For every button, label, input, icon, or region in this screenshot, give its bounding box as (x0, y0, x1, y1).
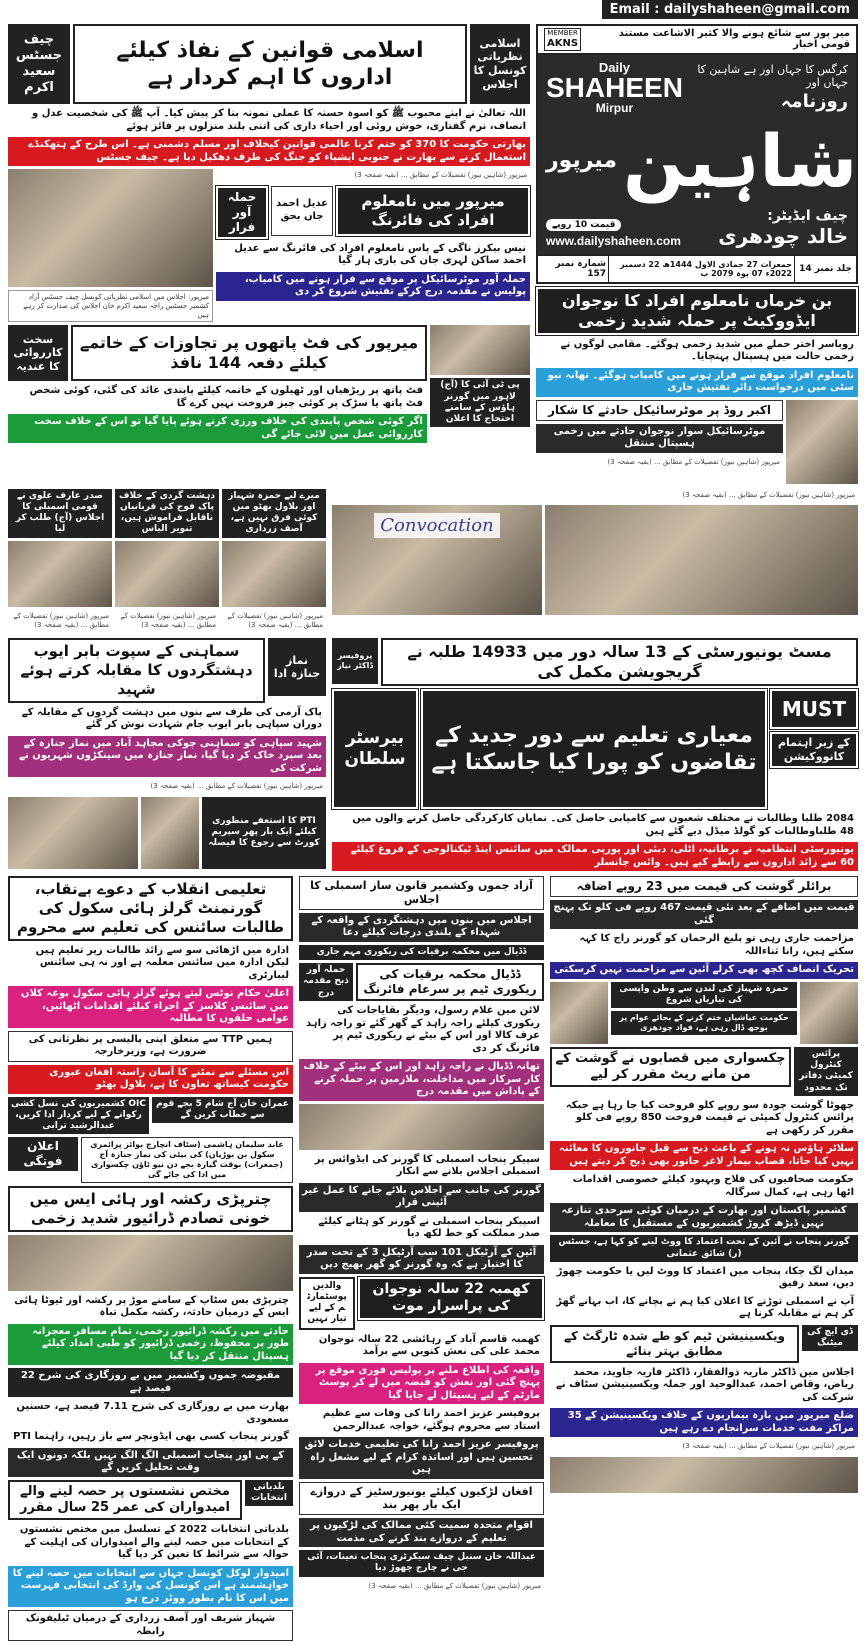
story-column (550, 982, 608, 1044)
must-line-line: 2084 طلبا وطالبات نے مختلف شعبوں سے کامیابی حاصل کی۔ نمایاں کارکردگی حاصل کرنے والوں میں 48 طلباوطالبات کو گولڈ میڈل دیے گئے ہیں (352, 813, 854, 837)
story-row (8, 489, 326, 634)
funeral-photo (8, 797, 138, 869)
cs-headline: عبداللہ خان سنبل چیف سیکرٹری پنجاب تعینات، آئی جی نے چارج چھوڑ دیا (299, 1550, 544, 1577)
logo-mirpur: Mirpur (595, 100, 634, 115)
ttr-headline: ہمیں TTP سے متعلق اپنی پالیسی پر نظرثانی کی ضرورت ہے، وزیرخارجہ (8, 1031, 293, 1062)
story-column (770, 689, 858, 809)
raid-photo (299, 1104, 544, 1150)
story-column (8, 1137, 78, 1183)
ajk-sub-headline: اجلاس میں بنوں میں دہشتگردی کے واقعہ کے شہداء کے بلندی درجات کیلئے دعا (299, 913, 544, 942)
rickshaw-hl-headline: چترپڑی رکشہ اور ہائی ایس میں خونی تصادم ڈرائیور شدید زخمی (8, 1186, 293, 1232)
slogan: کرگس کا جہاں اور ہے شاہین کا جہاں اور (697, 62, 848, 89)
local-tag-headline: بلدیاتی انتخابات (245, 1480, 293, 1507)
unemp-hl-headline: مقبوضہ جموں وکشمیر میں بے روزگاری کی شرح 22 فیصد ہے (8, 1368, 293, 1397)
news-body-text: میرپور (شاہین نیوز) تفصیلات کے مطابق ... (بقیہ صفحہ 3) (682, 1442, 855, 1451)
pti-sc-headline: PTI کا استعفے منظوری کیلئے ایک بار پھر سپریم کورٹ سے رجوع کا فیصلہ (202, 797, 326, 869)
story-column (8, 1097, 149, 1135)
story-column (115, 489, 219, 634)
email-bar: Email : dailyshaheen@gmail.com (602, 0, 858, 19)
meeting-photo (8, 169, 213, 287)
story-row (8, 797, 326, 869)
issue-date: جمعرات 27 جمادی الاول 1444ھ 22 دسمبر 2022ء 07 پوہ 2079 ب (608, 256, 794, 282)
must-column (332, 638, 858, 871)
band-top (8, 24, 858, 484)
top-right-column (536, 24, 858, 484)
sipahi-column (8, 638, 326, 869)
uni-strip-strip: یونیورسٹی انتظامیہ نے برطانیہ، اٹلی، دبئی اور یورپی ممالک میں سائنس اینڈ ٹیکنالوجی کے فروغ کیلئے 60 سے زائد اداروں سے رابطے کیے ہیں۔ وائس چانسلر (332, 842, 858, 871)
price-badge: قیمت 10 روپے (546, 219, 621, 231)
story-column (381, 638, 858, 686)
story-row (8, 1097, 293, 1135)
news-body-text: میرپور (شاہین نیوز) تفصیلات کے مطابق ... (بقیہ صفحہ 3) (150, 782, 323, 791)
prof-box-headline: پروفیسر عزیز احمد رانا کی تعلیمی خدمات لائق تحسین ہیں اور اساتذہ کرام کے لیے مشعل راہ ہیں (299, 1437, 544, 1479)
adv-strip-strip: نامعلوم افراد موقع سے فرار ہونے میں کامیاب ہوگئے۔ تھانہ نیو سٹی میں درخواست دائر تفتیش جاری (536, 368, 858, 397)
city-name: میرپور (546, 148, 618, 174)
story-row (299, 963, 544, 1001)
story-column (611, 982, 797, 1044)
adv-hl-headline: بن خرماں نامعلوم افراد کا نوجوان ایڈووکیٹ پر حملہ شدید زخمی (536, 287, 858, 335)
masthead-logo (538, 55, 856, 254)
afghan-headline: افغان لڑکیوں کیلئے یونیورسٹیز کے دروازے ایک بار پھر بند (299, 1482, 544, 1516)
alvi-photo (8, 541, 112, 607)
member-label: MEMBER (547, 29, 578, 37)
akns-label: AKNS (547, 37, 579, 49)
zardari-hl-headline: میرے لیے حمزہ شہباز اور بلاول بھٹو میں کوئی فرق نہیں ہے، آصف زرداری (222, 489, 326, 538)
story-row (550, 982, 858, 1044)
story-column (299, 963, 353, 1001)
story-column (152, 1097, 293, 1135)
akbar-sub-headline: موٹرسائیکل سوار نوجوان حادثے میں زخمی ہسپتال منتقل (536, 424, 783, 453)
convocation-photo (332, 505, 542, 615)
story-column (245, 1480, 293, 1521)
fotgi-title-headline: اعلان فوتگی (8, 1137, 78, 1171)
meat-hl-headline: چکسواری میں قصابوں نے گوشت کے من مانے ریٹ مقرر کر لیے (550, 1047, 791, 1088)
story-column (268, 638, 326, 702)
journalists-line: حکومت صحافیوں کی فلاح وبہبود کیلئے خصوصی اقدامات اٹھا رہی ہے، کمال سرگالہ (572, 1174, 854, 1198)
rickshaw-strip-strip: حادثے میں رکشہ ڈرائیور زخمی، تمام مسافر معجزانہ طور پر محفوظ، زخمی ڈرائیور کو طبی امداد کیلئے ہسپتال منتقل کر دیا گیا (8, 1324, 293, 1366)
issue-number: شمارہ نمبر 157 (555, 258, 606, 279)
story-column (71, 325, 427, 381)
website[interactable]: www.dailyshaheen.com (546, 233, 681, 248)
masthead-tagline-row (538, 26, 856, 55)
meat-tag-headline: پرائس کنٹرول کمیٹی دفاتر تک محدود (794, 1047, 858, 1096)
story-column (470, 24, 530, 104)
news-body-text: میرپور (شاہین نیوز) تفصیلات کے مطابق ... (بقیہ صفحہ 3) (682, 490, 855, 499)
dadyal-tag-headline: حملہ آور ذبح مقدمہ درج (299, 963, 353, 1001)
firing-box-headline: عدیل احمد جاں بحق (271, 186, 333, 236)
story-column (8, 797, 138, 869)
speaker-line-line: سپیکر پنجاب اسمبلی کا گورنر کی ایڈوائس پر اسمبلی اجلاس بلانے سے انکار (314, 1153, 540, 1178)
english-logo (546, 61, 683, 114)
chief-editor-label: چیف ایڈیٹر: (767, 207, 848, 224)
slogan-block (689, 63, 848, 112)
sipahi-tag-headline: نماز جنازہ ادا (268, 638, 326, 696)
local-hl-headline: مختص نشستوں پر حصہ لینے والے امیدواران کی عمر 25 سال مقرر (8, 1480, 242, 1521)
band-lower (8, 876, 858, 1641)
injured-photo (786, 400, 858, 484)
story-column (332, 689, 418, 809)
foot-hl-headline: میرپور کی فٹ پاتھوں پر تجاوزات کے خاتمے کیلئے دفعہ 144 نافذ (71, 325, 427, 381)
story-column (802, 1325, 858, 1363)
taleem-hl-headline: تعلیمی انقلاب کے دعوے بےنقاب، گورنمنٹ گرلز ہائی سکول کی طالبات سائنس کی تعلیم سے محروم (8, 876, 293, 940)
story-column (8, 325, 68, 381)
dadyal-hl-headline: ڈڈیال محکمہ برقیات کی ریکوری ٹیم پر سرعام فائرنگ (356, 963, 544, 1001)
lower-middle-column (299, 876, 544, 1593)
local-strip-strip: امیدوار لوکل کونسل جہاں سے انتخابات میں حصہ لینے کا خواہشمند ہے اس کونسل کی وارڈ کی انتخابی فہرست میں اس کا نام بطور ووٹر درج ہو (8, 1566, 293, 1608)
story-row (8, 325, 530, 443)
meat-strip-strip: سلاٹر ہاؤس نہ ہونے کے باعث ذبح سے قبل جانوروں کا معائنہ نہیں کیا جاتا، قصاب بیمار لاغر جانور بھی ذبح کر دیتے ہیں (550, 1141, 858, 1170)
logo-daily: Daily (598, 59, 630, 75)
volume-number: جلد نمبر 14 (794, 256, 856, 282)
zardari-photo (222, 541, 326, 607)
ajk-hl-headline: آزاد جموں وکشمیر قانون ساز اسمبلی کا اجلاس (299, 876, 544, 910)
story-row (332, 638, 858, 686)
dengue-tag-headline: ڈی ایچ کی میٹنگ (802, 1325, 858, 1352)
foot-tag-headline: سخت کارروائی کا عندیہ (8, 325, 68, 381)
rana-strip-strip: تحریک انصاف کچھ بھی کرلے آئین سے مزاحمت نہیں کرسکتی (550, 962, 858, 979)
unemp-line-line: بھارت میں بے روزگاری کی شرح 7.11 فیصد ہے، حسنین مسعودی (16, 1401, 289, 1425)
story-column (202, 797, 326, 869)
news-body-text: میرپور (شاہین نیوز) تفصیلات کے مطابق ... (بقیہ صفحہ 3) (368, 1581, 541, 1590)
lower-left-column (8, 876, 293, 1641)
story-column (786, 400, 858, 484)
hamza-headline: حمزہ شہباز کی لندن سے وطن واپسی کی تیاریاں شروع (611, 982, 797, 1009)
ttr-strip-strip: اس مسئلے سے نمٹنے کا آسان راستہ افغان عبوری حکومت کیساتھ تعاون کا ہے، بلاول بھٹو (8, 1065, 293, 1094)
prof-line: پروفیسر عزیز احمد رانا کی وفات سے عظیم استاد سے محروم ہوگئے، خواجہ عبدالرحمن (322, 1408, 540, 1432)
story-column (336, 186, 530, 239)
story-row (332, 689, 858, 809)
logo-shaheen: SHAHEEN (546, 71, 683, 103)
pti-gov2-headline: کے پی اور پنجاب اسمبلی الگ الگ نہیں بلکہ دونوں ایک وقت تحلیل کریں گے (8, 1448, 293, 1477)
story-column (550, 1325, 799, 1363)
fotgi-body-headline: عابد سلیمان ہاشمی (سٹاف انچارج بوائز پرائمری سکول بن بوڑیاں) کی بیٹی کی نماز جنازہ آج (جمعرات) بوقت گیارہ بجے دن نیو ٹاؤن چکسواری میں ادا کی جائے گی (81, 1137, 293, 1183)
firing-tail-headline: حملہ آور فرار (216, 186, 268, 239)
story-row (8, 638, 326, 702)
convocation-text: Convocation (374, 513, 499, 538)
story-column (421, 689, 767, 809)
firing-line-line: نیس بیکرز ناگی کے پاس نامعلوم افراد کی فائرنگ سے عدیل احمد ساکن لہری جان کی بازی ہار گیا (234, 242, 526, 267)
sipahi-line-line: پاک آرمی کی طرف سے بنوں میں دہشت گردوں کے مقابلہ کے دوران سپاہی بابر ایوب جام شہادت نوش کر گئے (21, 706, 322, 731)
story-column (8, 638, 265, 702)
chief-editor-name: خالد چودھری (718, 223, 848, 248)
rana-photo (550, 982, 608, 1044)
council-line-line: اللہ تعالیٰ نے اپنے محبوب ﷺ کو اسوہ حسنہ کا عملی نمونہ بنا کر پیش کیا۔ آپ ﷺ کی شخصیت عدل و انصاف، نرم گفتاری، خوش روئی اور احیاء داری کی اتنی بلند منزلوں پر فائز ہوئے (32, 108, 526, 132)
story-column (332, 638, 378, 686)
shahbaz-headline: شہباز شریف اور آصف زرداری کے درمیان ٹیلیفونک رابطہ (8, 1610, 293, 1641)
taleem-strip-strip: اعلیٰ حکام نوٹس لیتے ہوئے گرلز ہائی سکول بوعہ کلاں میں سائنس کلاسز کے اجراء کیلئے اقدامات اٹھائیں، عوامی حلقوں کا مطالبہ (8, 986, 293, 1028)
dadyal-strip-strip: تھانہ ڈڈیال نے راجہ زاہد اور اس کے بیٹے کے خلاف کار سرکار میں مداخلت، ملازمین پر حملہ کرنے کے پاداش میں مقدمہ درج (299, 1059, 544, 1101)
story-column (430, 325, 530, 443)
kehab-hl-headline: کھمبہ 22 سالہ نوجوان کی پراسرار موت (358, 1277, 544, 1320)
council-who-headline: چیف جسٹس سعید اکرم (8, 24, 70, 104)
story-row (299, 1277, 544, 1330)
kashmir-bar-headline: کشمیر پاکستان اور بھارت کے درمیان کوئی سرحدی تنازعہ نہیں ڈیڑھ کروڑ کشمیریوں کے مستقبل کا معاملہ (550, 1203, 858, 1232)
story-column (141, 797, 199, 869)
issue-info-row (538, 254, 856, 282)
story-row (550, 1047, 858, 1096)
news-body-text: میرپور (شاہین نیوز) تفصیلات کے مطابق ... (بقیہ صفحہ 3) (607, 457, 780, 466)
story-row (8, 325, 427, 381)
band-photos (8, 489, 858, 634)
story-column (332, 505, 542, 615)
top-left-column (8, 24, 530, 443)
story-column (271, 186, 333, 239)
dadyal-line-line: لائن مین غلام رسول، ودیگر بقایاجات کی ریکوری کیلئے راجہ زاہد کے گھر گئے تو راجہ زاہد عرف کالا اور اس کے بیٹے نے ریکوری ٹیم پر فائرنگ کر دی (305, 1005, 540, 1054)
pti-lahore-headline: پی ٹی آئی کا (آج) لاہور میں گورنر ہاؤس کے سامنے احتجاج کا اعلان (430, 378, 530, 427)
must-who-headline: بیرسٹر سلطان (332, 689, 418, 809)
story-row (536, 400, 858, 484)
council-caption-caption: میرپور: اجلاس میں اسلامی نظریاتی کونسل چیف جسٹس آزاد کشمیر جسٹس راجہ سعید اکرم خان اجلاس کی صدارت کر رہے ہیں (8, 290, 213, 322)
gov-punjab-headline: گورنر پنجاب نے آئین کے تحت اعتماد کا ووٹ لینے کو کہا ہے، جسٹس (ر) شائق عثمانی (550, 1235, 858, 1262)
story-column (358, 1277, 544, 1330)
kehab-line-line: کھمبہ قاسم آباد کے رہائشی 22 سالہ نوجوان محمد علی کی نعش کنویں سے برآمد (318, 1333, 540, 1358)
dengue-strip-strip: ضلع میرپور میں بارہ بیماریوں کے خلاف ویکسینیشن کے 35 مراکز مفت خدمات سرانجام دے رہے ہیں (550, 1408, 858, 1437)
story-row (8, 1137, 293, 1183)
news-body-text: میرپور (شاہین نیوز) تفصیلات کے مطابق ... (بقیہ صفحہ 3) (13, 611, 109, 630)
story-row (8, 169, 530, 322)
council-tag-headline: اسلامی نظریاتی کونسل کا اجلاس (470, 24, 530, 104)
firing-hl-headline: میرپور میں نامعلوم افراد کی فائرنگ (336, 186, 530, 236)
dengue-hl-headline: ویکسینیشن ٹیم کو طے شدہ ٹارگٹ کے مطابق بہتر بنائے (550, 1325, 799, 1363)
foot-strip-strip: اگر کوئی شخص پابندی کی خلاف ورزی کرتے ہوئے پایا گیا تو اس کے خلاف سخت کارروائی عمل میں لائی جائے گی (8, 414, 427, 443)
foot-line-line: فٹ پاتھ پر ریڑھیاں اور ٹھیلوں کے خاتمہ کیلئے پابندی عائد کی گئی، کوئی شخص فٹ پاتھ یا سڑک پر کوئی چیز فروخت نہیں کرے گا (29, 385, 423, 409)
accident-photo (8, 1235, 293, 1291)
story-row (216, 186, 530, 239)
broiler-sub-headline: قیمت میں اضافے کے بعد نئی قیمت 467 روپے فی کلو تک پہنچ گئی (550, 900, 858, 929)
story-column (550, 1047, 791, 1096)
story-column (299, 1277, 355, 1330)
local-line-line: بلدیاتی انتخابات 2022 کے تسلسل میں مختص نشستوں کے انتخابات میں حصہ لینے والے امیدواران کی اہلیت کے حوالہ سے شرائط کا تعین کر دیا گیا (19, 1524, 289, 1561)
kehab-tag-headline: والدین پوسٹمارٹم کے لیے تیار نہیں (299, 1277, 355, 1330)
must-tag-headline: کے زیر اہتمام کانووکیشن (770, 732, 858, 768)
must-top-headline: مسٹ یونیورسٹی کے 13 سالہ دور میں 14933 طلبہ نے گریجویشن مکمل کی (381, 638, 858, 686)
oic-headline: OIC کشمیریوں کی نسل کشی رکوانے کے لیے کردار ادا کریں، عبدالرشید ترابی (8, 1097, 149, 1135)
soldier-photo (141, 797, 199, 869)
afghan-line-headline: اقوام متحدہ سمیت کئی ممالک کی لڑکیوں پر تعلیم کے دروازے بند کرنے کی مذمت (299, 1518, 544, 1547)
fawad-photo (800, 982, 858, 1044)
story-column (356, 963, 544, 1001)
meeting2-photo (550, 1457, 858, 1493)
story-column (81, 1137, 293, 1183)
rickshaw-line-line: چترپڑی بس سٹاپ کے سامنے موڑ پر رکشہ اور ٹیوٹا ہائی ایس کے درمیان حادثہ، رکشہ مکمل تباہ (14, 1294, 289, 1319)
story-column (8, 24, 70, 104)
story-column (8, 1480, 242, 1521)
convocation-column (332, 489, 858, 616)
broiler-hl-headline: برائلر گوشت کی قیمت میں 23 روپے اضافہ (550, 876, 858, 897)
firing-strip-strip: حملہ آور موٹرسائیکل پر موقع سے فرار ہونے میں کامیاب، پولیس نے مقدمہ درج کرکے تفتیش شروع کر دی (216, 272, 530, 301)
roznama: روزنامہ (780, 90, 848, 112)
kehab-strip-strip: واقعہ کی اطلاع ملنے پر پولیس فوری موقع پر پہنچ گئی اور نعش کو قبضہ میں لے کر پوسٹ مارٹم کے لیے ہسپتال لے جایا گیا (299, 1363, 544, 1405)
dengue-line-line: اجلاس میں ڈاکٹر ماریہ ذوالفقار، ڈاکٹر فاریہ جاوید، محمد ریاض، وقاص احمد، عبدالوحید اور جملہ ویکسینیشن سٹاف نے شرکت کی (556, 1366, 854, 1403)
story-column (536, 400, 783, 484)
akbar-hl-headline: اکبر روڈ پر موٹرسائیکل حادثے کا شکار (536, 400, 783, 421)
story-column (222, 489, 326, 634)
story-column (8, 169, 213, 322)
akns-badge (544, 28, 581, 51)
story-row (550, 1325, 858, 1363)
alvi-hl-headline: صدر عارف علوی نے قومی اسمبلی کا اجلاس (آج) طلب کر لیا (8, 489, 112, 538)
meat-line-line: چھوٹا گوشت چودہ سو روپے کلو فروخت کیا جا رہا ہے جبکہ پرائس کنٹرول کمیٹی نے قیمت فروخت 850 روپے فی کلو مقرر کر رکھی ہے (565, 1099, 854, 1136)
news-body-text: میرپور (شاہین نیوز) تفصیلات کے مطابق ... (بقیہ صفحہ 3) (227, 611, 323, 630)
field2-line: آپ نے اسمبلی توڑنے کا اعلان کیا ہم نے بچانے کا، اب بہانے گھڑ کر ہم نے مقابلہ کرنا ہے (556, 1295, 854, 1320)
band-must (8, 638, 858, 871)
must-prof-headline: پروفیسر ڈاکٹر نیاز (332, 638, 378, 684)
must-hl-headline: معیاری تعلیم سے دور جدید کے تقاضوں کو پورا کیا جاسکتا ہے (421, 689, 767, 809)
must-logo-headline: MUST (770, 689, 858, 729)
imran-headline: عمران خان آج شام 5 بجے قوم سے خطاب کریں گے (152, 1097, 293, 1124)
story-row (8, 1480, 293, 1521)
victim-photo (430, 325, 530, 375)
ilyas-photo (115, 541, 219, 607)
pti-gov-line: گورنر پنجاب کسی بھی ایڈونچر سے باز رہیں، راہنما PTI (13, 1431, 289, 1443)
rana-line: مزاحمت جاری رہی تو بلیغ الرحمان کو گورنر راج کا کہہ سکتے ہیں، رانا ثناءاللہ (579, 933, 854, 957)
sipahi-strip-strip: شہید سپاہی کو سماہنی چوکی مجاہد آباد میں نماز جنازہ کے بعد سپرد خاک کر دیا گیا، نماز جنازہ میں سینکڑوں شہریوں نے شرکت کی (8, 736, 326, 778)
news-body-text: میرپور (شاہین نیوز) تفصیلات کے مطابق ... (بقیہ صفحہ 3) (354, 171, 527, 179)
speaker3-headline: آئین کے آرٹیکل 101 سب آرٹیکل 3 کے تحت صدر کا اختیار ہے کہ وہ گورنر کو گھر بھیج دیں (299, 1245, 544, 1274)
council-hl-headline: اسلامی قوانین کے نفاذ کیلئے اداروں کا اہم کردار ہے (73, 24, 467, 104)
story-row (8, 24, 530, 104)
ilyas-hl-headline: دہشت گردی کے خلاف پاک فوج کی قربانیاں ناقابل فراموش ہیں، تنویر الیاس (115, 489, 219, 538)
story-column (216, 186, 268, 239)
story-column (216, 169, 530, 322)
dadyal-box-headline: ڈڈیال میں محکمہ برقیات کی ریکوری مہم جاری (299, 945, 544, 960)
council-strip-strip: بھارتی حکومت کا 370 کو ختم کرنا عالمی قوانین کیخلاف اور مسلم دشمنی ہے۔ اس طرح کے ہتھکنڈے استعمال کرنے سے بھارت نے جنوبی ایشیاء کو جنگ کی طرف دھکیل دیا ہے۔ چیف جسٹس (8, 137, 530, 166)
story-column (794, 1047, 858, 1096)
story-row (332, 505, 858, 615)
hall-photo (545, 505, 858, 615)
masthead (536, 24, 858, 284)
lower-right-column (550, 876, 858, 1493)
fawad-headline: حکومت عیاشیاں ختم کرنے کے بجائے عوام پر بوجھ ڈال رہی ہے، فواد چودھری (611, 1011, 797, 1035)
sipahi-hl-headline: سماہنی کے سپوت بابر ایوب دہشتگردوں کا مقابلہ کرتے ہوئے شہید (8, 638, 265, 702)
story-column (8, 489, 112, 634)
story-column (8, 325, 427, 443)
story-column (800, 982, 858, 1044)
tagline: میر پور سے شائع ہونے والا کثیر الاشاعت مستند قومی اخبار (618, 28, 850, 51)
urdu-title: شاہین (623, 118, 858, 203)
email-bar-row (8, 0, 858, 19)
portraits-column (8, 489, 326, 634)
adv-line-line: روباسر اختر حملے میں شدید زخمی ہوگئے۔ مقامی لوگوں نے زخمی حالت میں ہسپتال پہنچایا۔ (560, 338, 854, 363)
speaker-box-headline: گورنر کی جانب سے اجلاس بلائے جانے کا عمل غیر آئینی قرار (299, 1183, 544, 1212)
right-news-stack (536, 287, 858, 484)
speaker2-line: اسپیکر پنجاب اسمبلی نے گورنر کو ہٹانے کیلئے صدر مملکت کو خط لکھ دیا (318, 1215, 540, 1240)
story-column (545, 505, 858, 615)
taleem-line-line: ادارہ میں اڑھائی سو سے زائد طالبات زیر تعلیم ہیں لیکن ادارہ میں سائنس معلمہ ہے اور نہ ہی سائنس لیبارٹری (35, 944, 289, 981)
story-column (73, 24, 467, 104)
field-line: میدان لگ چکا، پنجاب میں اعتماد کا ووٹ لیں یا حکومت چھوڑ دیں، سعد رفیق (556, 1265, 854, 1290)
news-body-text: میرپور (شاہین نیوز) تفصیلات کے مطابق ... (بقیہ صفحہ 3) (120, 611, 216, 630)
